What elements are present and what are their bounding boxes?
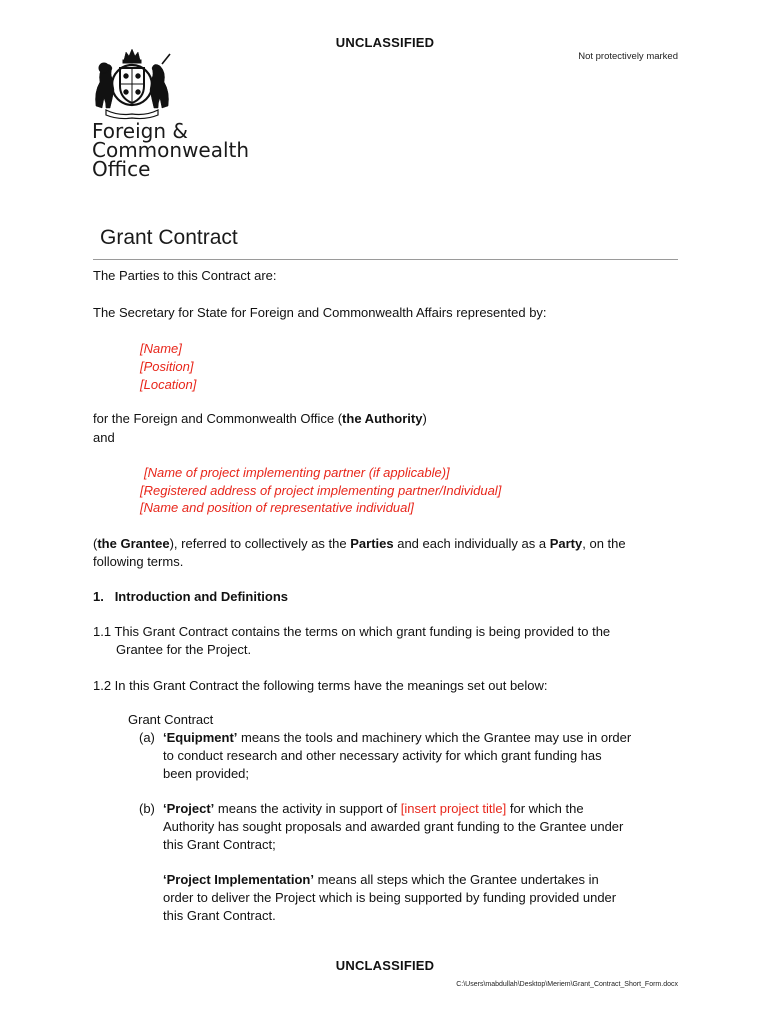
logo-line-1: Foreign &: [92, 119, 188, 143]
project-def-post: for which the: [506, 801, 584, 816]
authority-pre: for the Foreign and Commonwealth Office (: [93, 411, 343, 426]
royal-coat-of-arms-icon: [88, 46, 176, 120]
page-title: Grant Contract: [100, 226, 238, 249]
grantee-term: the Grantee: [97, 536, 170, 551]
item-a-marker: (a): [139, 730, 155, 745]
authority-line: [93, 410, 427, 428]
grantee-open: (: [93, 536, 98, 551]
party-term: Party: [549, 536, 583, 551]
clause-1-2: 1.2 In this Grant Contract the following terms have the meanings set out below:: [93, 678, 548, 693]
clause-1-1-line-2: Grantee for the Project.: [116, 642, 252, 657]
project-implementation-line-2: order to deliver the Project which is being supported by funding provided under: [163, 890, 617, 905]
logo-line-2: Commonwealth: [92, 138, 250, 162]
item-b-line-3: this Grant Contract;: [163, 837, 276, 852]
protective-marking: Not protectively marked: [578, 51, 678, 62]
item-a-line-2: to conduct research and other necessary activity for which grant funding has: [163, 748, 602, 763]
item-b-marker: (b): [139, 801, 155, 816]
grantee-address-placeholder: [Registered address of project implementing partner/Individual]: [140, 483, 502, 498]
grantee-name-placeholder: [Name of project implementing partner (if applicable)]: [144, 465, 450, 480]
project-title-placeholder: [insert project title]: [400, 801, 507, 816]
project-implementation-term: ‘Project Implementation’: [163, 872, 314, 887]
section-number: 1.: [93, 589, 104, 604]
project-implementation-line-1: [163, 871, 599, 889]
project-def-pre: means the activity in support of: [214, 801, 401, 816]
item-b-line-1: [163, 800, 584, 818]
project-implementation-def: means all steps which the Grantee undertakes in: [313, 872, 599, 887]
parties-term: Parties: [350, 536, 394, 551]
footer-file-path: C:\Users\mabdullah\Desktop\Meriem\Grant_Contract_Short_Form.docx: [456, 981, 678, 988]
and-line: and: [93, 430, 115, 445]
item-a-line-1: [163, 729, 631, 747]
clause-1-1-line-1: 1.1 This Grant Contract contains the terms on which grant funding is being provided to the: [93, 624, 611, 639]
section-heading-text: Introduction and Definitions: [114, 589, 289, 604]
grantee-mid2: and each individually as a: [393, 536, 550, 551]
grantee-line-2: following terms.: [93, 554, 184, 569]
authority-post: ): [422, 411, 427, 426]
authority-location-placeholder: [Location]: [140, 377, 197, 392]
project-term: ‘Project’: [163, 801, 215, 816]
section-1-heading: [93, 588, 288, 606]
footer-classification: UNCLASSIFIED: [335, 958, 435, 973]
authority-term: the Authority: [342, 411, 423, 426]
project-implementation-line-3: this Grant Contract.: [163, 908, 276, 923]
secretary-line: The Secretary for State for Foreign and Commonwealth Affairs represented by:: [93, 305, 547, 320]
parties-line: The Parties to this Contract are:: [93, 268, 277, 283]
grantee-representative-placeholder: [Name and position of representative individual]: [140, 500, 414, 515]
item-a-line-3: been provided;: [163, 766, 250, 781]
item-b-line-2: Authority has sought proposals and awarded grant funding to the Grantee under: [163, 819, 624, 834]
equipment-def: means the tools and machinery which the Grantee may use in order: [237, 730, 632, 745]
title-rule: [93, 259, 678, 260]
grantee-line-1: [93, 535, 626, 553]
grantee-mid1: ), referred to collectively as the: [169, 536, 351, 551]
authority-position-placeholder: [Position]: [140, 359, 194, 374]
authority-name-placeholder: [Name]: [140, 341, 182, 356]
equipment-term: ‘Equipment’: [163, 730, 238, 745]
grantee-end1: , on the: [582, 536, 626, 551]
logo-line-3: Office: [92, 157, 151, 181]
header-classification: UNCLASSIFIED: [335, 35, 435, 50]
definition-label: Grant Contract: [128, 712, 214, 727]
